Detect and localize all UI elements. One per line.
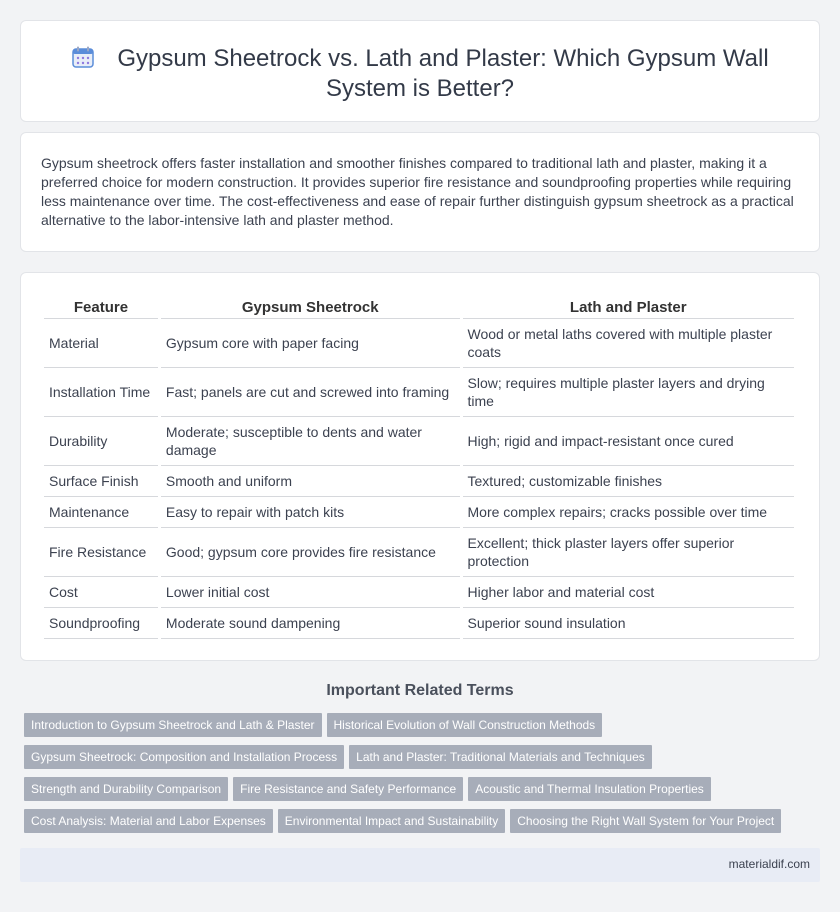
page-title <box>61 44 779 104</box>
header-lath-and-plaster: Lath and Plaster <box>463 297 794 319</box>
sheetrock-cell: Good; gypsum core provides fire resistance <box>161 528 460 577</box>
related-term-tag[interactable]: Strength and Durability Comparison <box>24 777 228 801</box>
table-row <box>44 466 794 497</box>
related-term-tag[interactable]: Lath and Plaster: Traditional Materials and Techniques <box>349 745 652 769</box>
related-term-tag[interactable]: Environmental Impact and Sustainability <box>278 809 505 833</box>
table-row <box>44 608 794 639</box>
header-gypsum-sheetrock: Gypsum Sheetrock <box>161 297 460 319</box>
table-row <box>44 497 794 528</box>
related-term-tag[interactable]: Gypsum Sheetrock: Composition and Installation Process <box>24 745 344 769</box>
sheetrock-cell: Easy to repair with patch kits <box>161 497 460 528</box>
comparison-table <box>41 297 797 639</box>
sheetrock-cell: Fast; panels are cut and screwed into framing <box>161 368 460 417</box>
feature-cell: Fire Resistance <box>44 528 158 577</box>
feature-cell: Surface Finish <box>44 466 158 497</box>
related-terms-title: Important Related Terms <box>326 682 514 699</box>
plaster-cell: More complex repairs; cracks possible over time <box>463 497 794 528</box>
sheetrock-cell: Gypsum core with paper facing <box>161 319 460 368</box>
comparison-card <box>20 272 820 661</box>
calendar-icon <box>71 45 95 69</box>
plaster-cell: High; rigid and impact-resistant once cured <box>463 417 794 466</box>
related-term-tag[interactable]: Cost Analysis: Material and Labor Expenses <box>24 809 273 833</box>
feature-cell: Maintenance <box>44 497 158 528</box>
page-header <box>61 44 779 104</box>
sheetrock-cell: Moderate sound dampening <box>161 608 460 639</box>
related-term-tag[interactable]: Introduction to Gypsum Sheetrock and Lath & Plaster <box>24 713 322 737</box>
feature-cell: Cost <box>44 577 158 608</box>
related-term-tag[interactable]: Choosing the Right Wall System for Your Project <box>510 809 781 833</box>
footer-site-link[interactable]: materialdif.com <box>728 857 810 871</box>
footer <box>20 848 820 882</box>
feature-cell: Durability <box>44 417 158 466</box>
plaster-cell: Wood or metal laths covered with multiple plaster coats <box>463 319 794 368</box>
plaster-cell: Slow; requires multiple plaster layers and drying time <box>463 368 794 417</box>
related-terms-list <box>24 713 820 841</box>
table-row <box>44 368 794 417</box>
summary-text: Gypsum sheetrock offers faster installation and smoother finishes compared to traditional lath and plaster, making it a preferred choice for modern construction. It provides superior fire resistance and soundproofing properties while requiring less maintenance over time. The cost-effectiveness and ease of repair further distinguish gypsum sheetrock as a practical alternative to the labor-intensive lath and plaster method. <box>41 155 794 228</box>
sheetrock-cell: Smooth and uniform <box>161 466 460 497</box>
plaster-cell: Textured; customizable finishes <box>463 466 794 497</box>
related-term-tag[interactable]: Historical Evolution of Wall Construction Methods <box>327 713 603 737</box>
feature-cell: Installation Time <box>44 368 158 417</box>
table-row <box>44 577 794 608</box>
plaster-cell: Higher labor and material cost <box>463 577 794 608</box>
header-feature: Feature <box>44 297 158 319</box>
related-term-tag[interactable]: Fire Resistance and Safety Performance <box>233 777 463 801</box>
summary-card <box>20 132 820 252</box>
table-row <box>44 319 794 368</box>
header-card <box>20 20 820 122</box>
feature-cell: Material <box>44 319 158 368</box>
plaster-cell: Superior sound insulation <box>463 608 794 639</box>
related-term-tag[interactable]: Acoustic and Thermal Insulation Properties <box>468 777 711 801</box>
table-row <box>44 417 794 466</box>
plaster-cell: Excellent; thick plaster layers offer superior protection <box>463 528 794 577</box>
table-row <box>44 528 794 577</box>
page-title-text: Gypsum Sheetrock vs. Lath and Plaster: Which Gypsum Wall System is Better? <box>117 45 769 102</box>
feature-cell: Soundproofing <box>44 608 158 639</box>
sheetrock-cell: Lower initial cost <box>161 577 460 608</box>
sheetrock-cell: Moderate; susceptible to dents and water damage <box>161 417 460 466</box>
table-header-row <box>44 297 794 319</box>
